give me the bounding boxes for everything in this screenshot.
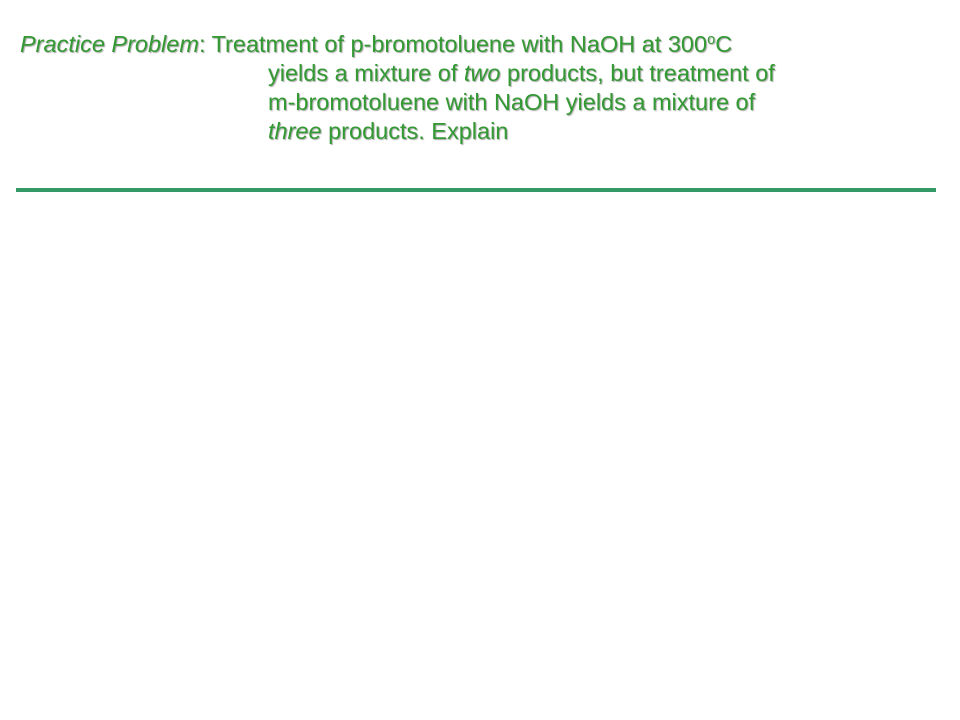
problem-line-2-end: products, but treatment of <box>500 60 775 86</box>
degree-superscript: o <box>707 32 716 48</box>
emphasis-two: two <box>463 60 501 86</box>
emphasis-three: three <box>268 118 322 144</box>
problem-line-4-end: products. Explain <box>321 118 509 144</box>
heading-separator: : <box>198 31 212 57</box>
temperature-unit: C <box>715 31 733 57</box>
problem-line-2 <box>20 59 940 88</box>
problem-line-3 <box>20 88 940 117</box>
practice-problem-text <box>20 30 940 146</box>
horizontal-divider <box>16 188 936 192</box>
problem-line-1-text: Treatment of p-bromotoluene with NaOH at 300 <box>211 31 708 57</box>
problem-line-1 <box>20 30 940 59</box>
problem-line-3-text: m-bromotoluene with NaOH yields a mixture of <box>268 89 756 115</box>
problem-heading: Practice Problem <box>20 31 199 57</box>
problem-line-4 <box>20 117 940 146</box>
problem-line-2-start: yields a mixture of <box>268 60 464 86</box>
